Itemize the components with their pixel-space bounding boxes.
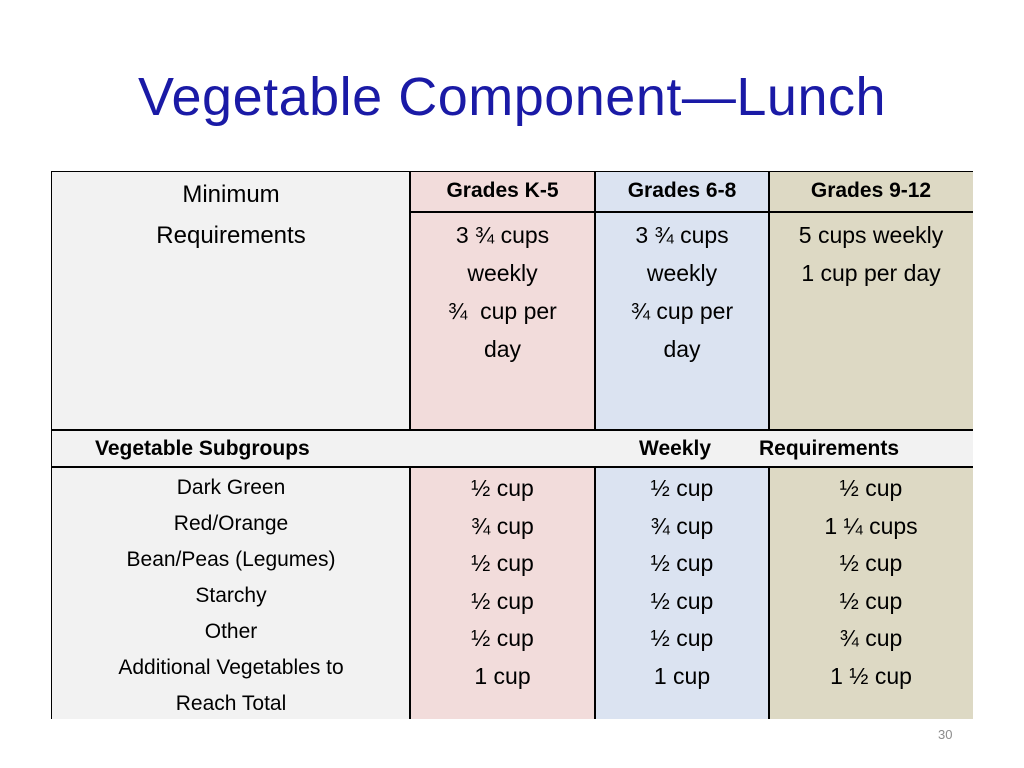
- subgroup-value: ½ cup: [650, 587, 714, 614]
- grid-line: [409, 467, 411, 719]
- min-req-grades-k5: [410, 212, 595, 430]
- subgroup-values-grades-9-12: [769, 468, 973, 719]
- subgroup-value: ½ cup: [650, 625, 714, 651]
- slide-title: Vegetable Component—Lunch: [137, 67, 887, 127]
- header-grades-9-12: Grades 9-12: [769, 172, 973, 212]
- subgroup-name: Reach Total: [175, 692, 287, 715]
- subgroup-value: ¾ cup: [471, 512, 534, 539]
- subgroup-value: 1 ½ cup: [830, 662, 912, 689]
- subgroup-value: ¾ cup: [650, 512, 714, 539]
- subgroup-name: Red/Orange: [173, 512, 289, 535]
- grid-line: [52, 429, 973, 431]
- subgroup-value: ¾ cup: [839, 625, 903, 651]
- subgroups-label: Vegetable Subgroups: [95, 437, 310, 460]
- requirements-label-line-2: Requirements: [156, 222, 306, 249]
- subgroup-value: 1 ¼ cups: [824, 512, 918, 539]
- subgroup-values-grades-k5: [410, 468, 595, 719]
- subgroup-values-grades-6-8: [595, 468, 769, 719]
- min-req-grades-6-8: [595, 212, 769, 430]
- subgroup-value: 1 cup: [653, 662, 711, 689]
- grid-line: [409, 211, 973, 213]
- subgroup-value: ½ cup: [471, 587, 534, 614]
- req-line: ¾ cup per: [448, 298, 557, 324]
- req-line: weekly: [646, 260, 718, 286]
- req-line: 1 cup per day: [801, 260, 941, 286]
- subgroup-name: Dark Green: [176, 476, 286, 499]
- header-grades-k5: Grades K-5: [410, 172, 595, 212]
- subgroup-value: ½ cup: [839, 550, 903, 576]
- subgroup-value: ½ cup: [471, 625, 534, 651]
- subgroup-name: Additional Vegetables to: [118, 656, 344, 679]
- req-line: day: [483, 336, 522, 362]
- req-line: 3 ¾ cups: [635, 222, 729, 248]
- req-line: weekly: [467, 260, 538, 286]
- subgroups-header-row: [52, 430, 973, 467]
- requirements-label-line-1: Minimum: [182, 181, 280, 208]
- req-line: 3 ¾ cups: [455, 222, 550, 248]
- vegetable-requirements-table: [51, 171, 973, 719]
- subgroup-value: ½ cup: [471, 475, 534, 501]
- requirements-word: Requirements: [759, 437, 900, 460]
- subgroup-name: Bean/Peas (Legumes): [126, 548, 336, 571]
- grid-line: [768, 467, 770, 719]
- subgroup-value: ½ cup: [650, 550, 714, 576]
- subgroup-value: ½ cup: [839, 475, 903, 501]
- subgroup-value: ½ cup: [650, 475, 714, 501]
- header-grades-6-8: Grades 6-8: [595, 172, 769, 212]
- weekly-label: Weekly: [639, 437, 711, 460]
- grid-line: [594, 467, 596, 719]
- subgroup-value: ½ cup: [471, 550, 534, 576]
- subgroup-value: 1 cup: [474, 662, 531, 689]
- subgroup-names-cell: [52, 468, 410, 719]
- req-line: ¾ cup per: [630, 298, 734, 324]
- minimum-requirements-label-cell: [52, 172, 410, 430]
- req-line: 5 cups weekly: [798, 222, 944, 248]
- min-req-grades-9-12: [769, 212, 973, 430]
- grid-line: [52, 466, 973, 468]
- subgroup-value: ½ cup: [839, 587, 903, 614]
- subgroup-name: Starchy: [195, 584, 267, 607]
- page-number: 30: [938, 727, 953, 742]
- subgroup-name: Other: [204, 620, 258, 643]
- req-line: day: [663, 336, 701, 362]
